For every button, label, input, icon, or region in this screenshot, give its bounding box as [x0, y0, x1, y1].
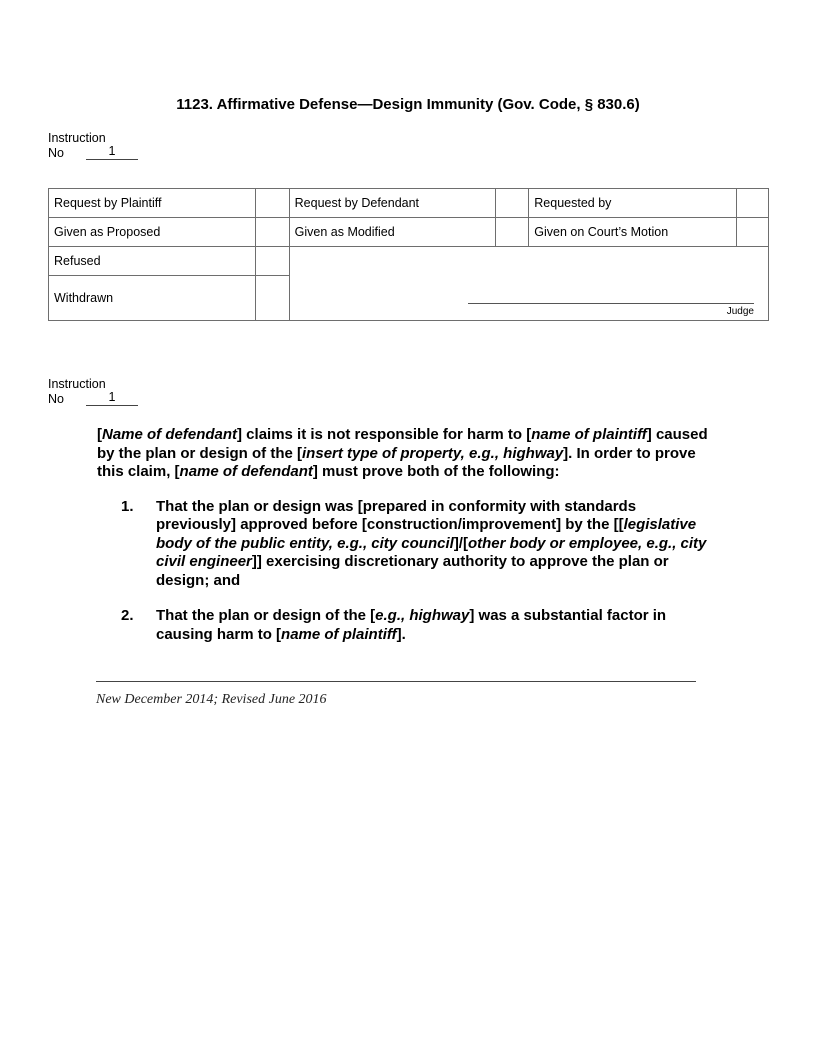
request-by-plaintiff-label: Request by Plaintiff — [49, 189, 256, 218]
refused-checkbox[interactable] — [255, 247, 289, 276]
withdrawn-checkbox[interactable] — [255, 276, 289, 321]
text-segment: That the plan or design was [prepared in conformity with standards previously] approved before [construction/improvement] by the [[ — [156, 497, 637, 533]
text-segment: ] caused by the plan or design of the [ — [97, 426, 708, 462]
request-by-defendant-checkbox[interactable] — [496, 189, 529, 218]
instruction-label: Instruction — [48, 131, 106, 145]
judge-signature-line[interactable] — [468, 303, 754, 304]
judge-signature-area — [289, 247, 768, 321]
list-number: 2. — [121, 607, 134, 624]
request-by-plaintiff-checkbox[interactable] — [255, 189, 289, 218]
placeholder-name-of-defendant: Name of defendant — [102, 426, 238, 443]
given-as-proposed-checkbox[interactable] — [255, 218, 289, 247]
placeholder-name-of-plaintiff: name of plaintiff — [531, 426, 647, 443]
table-row — [49, 189, 769, 218]
withdrawn-label: Withdrawn — [49, 276, 256, 321]
instruction-number-field[interactable]: 1 — [86, 145, 138, 160]
instruction-label: Instruction — [48, 377, 106, 391]
text-segment: ]/[ — [453, 534, 468, 552]
disposition-table — [48, 188, 769, 321]
text-segment: That the plan or design of the [ — [156, 607, 376, 624]
instruction-body — [97, 426, 717, 661]
text-segment: ] was a substantial factor in causing harm to [ — [156, 607, 667, 643]
text-segment: ] claims it is not responsible for harm to [ — [237, 426, 532, 443]
instruction-intro-paragraph — [97, 426, 717, 482]
no-label: No — [48, 146, 64, 160]
request-by-defendant-label: Request by Defendant — [289, 189, 496, 218]
given-as-modified-checkbox[interactable] — [496, 218, 529, 247]
text-segment: ]. — [396, 625, 406, 643]
list-text — [156, 498, 717, 591]
list-number: 1. — [121, 497, 134, 515]
text-segment: ] must prove both of the following: — [312, 463, 560, 480]
judge-label: Judge — [726, 306, 754, 317]
given-on-courts-motion-checkbox[interactable] — [737, 218, 769, 247]
footer-divider — [96, 681, 696, 682]
list-text — [156, 607, 717, 644]
placeholder-property-example: e.g., highway — [375, 607, 470, 624]
placeholder-other-body: other body or employee, e.g., city civil engineer — [156, 534, 707, 570]
placeholder-name-of-defendant: name of defendant — [179, 463, 313, 480]
given-as-modified-label: Given as Modified — [289, 218, 496, 247]
table-row — [49, 247, 769, 276]
instruction-number-block-bottom — [48, 377, 138, 406]
requested-by-label: Requested by — [529, 189, 737, 218]
placeholder-property-type: insert type of property, e.g., highway — [302, 444, 564, 462]
text-segment: ]. In order to prove this claim, [ — [97, 444, 696, 480]
elements-list — [97, 498, 717, 645]
instruction-number-field[interactable]: 1 — [86, 391, 138, 406]
text-segment: ]] exercising discretionary authority to approve the plan or design; and — [156, 553, 669, 589]
list-item — [121, 498, 717, 591]
placeholder-name-of-plaintiff: name of plaintiff — [281, 625, 397, 643]
list-item — [121, 607, 717, 644]
instruction-title: 1123. Affirmative Defense—Design Immunity (Gov. Code, § 830.6) — [176, 96, 640, 113]
text-segment: [ — [97, 426, 102, 443]
given-as-proposed-label: Given as Proposed — [49, 218, 256, 247]
given-on-courts-motion-label: Given on Court’s Motion — [529, 218, 737, 247]
requested-by-checkbox[interactable] — [737, 189, 769, 218]
refused-label: Refused — [49, 247, 256, 276]
placeholder-legislative-body: legislative body of the public entity, e.g., city council — [156, 516, 697, 552]
table-row — [49, 218, 769, 247]
revision-history: New December 2014; Revised June 2016 — [96, 692, 327, 707]
no-label: No — [48, 392, 64, 406]
instruction-number-block-top — [48, 131, 138, 160]
